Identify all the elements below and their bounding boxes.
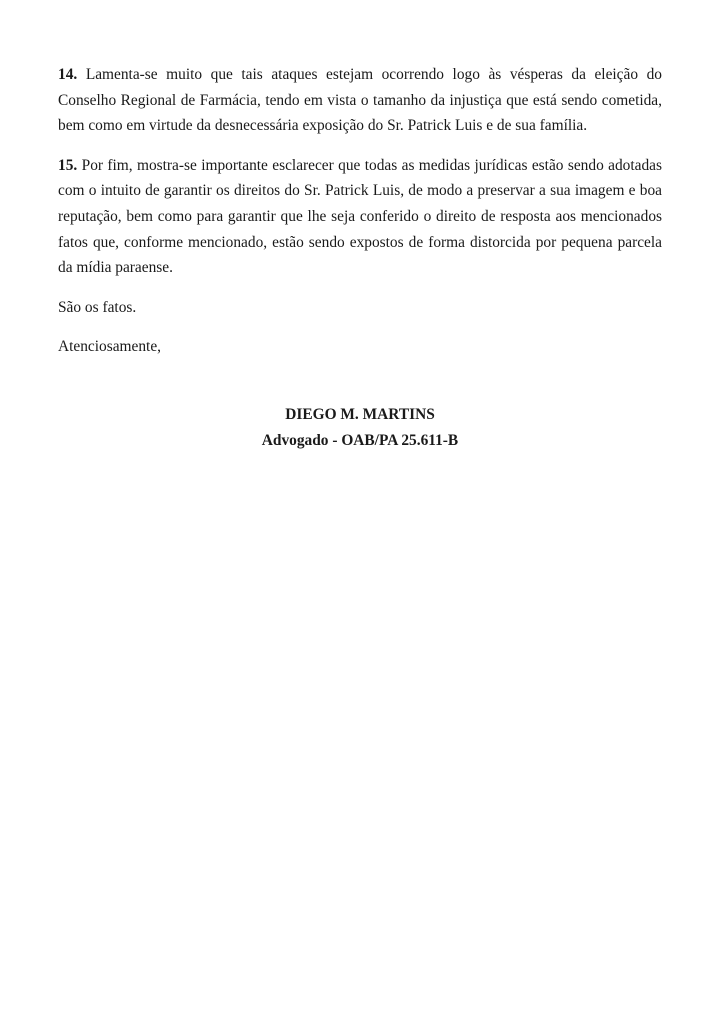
paragraph-number: 14. (58, 66, 78, 83)
paragraph-text: Por fim, mostra-se importante esclarecer que todas as medidas jurídicas estão sendo adotadas com o intuito de garantir os direitos do Sr. Patrick Luis, de modo a preservar a sua imagem e boa reputação, bem como para garantir que lhe seja conferido o direito de resposta aos mencionados fatos que, conforme mencionado, estão sendo expostos de forma distorcida por pequena parcela da mídia paraense. (58, 156, 662, 277)
paragraph-15 (58, 153, 662, 281)
paragraph-text: Lamenta-se muito que tais ataques estejam ocorrendo logo às vésperas da eleição do Conselho Regional de Farmácia, tendo em vista o tamanho da injustiça que está sendo cometida, bem como em virtude da desnecessária exposição do Sr. Patrick Luis e de sua família. (58, 66, 662, 135)
signatory-title: Advogado - OAB/PA 25.611-B (261, 431, 459, 449)
document-page (58, 62, 662, 453)
closing-statement: São os fatos. (58, 298, 137, 316)
paragraph-14 (58, 62, 662, 139)
signatory-name: DIEGO M. MARTINS (285, 405, 435, 423)
salutation: Atenciosamente, (58, 338, 161, 356)
paragraph-number: 15. (58, 156, 78, 174)
signature-block (58, 402, 662, 453)
